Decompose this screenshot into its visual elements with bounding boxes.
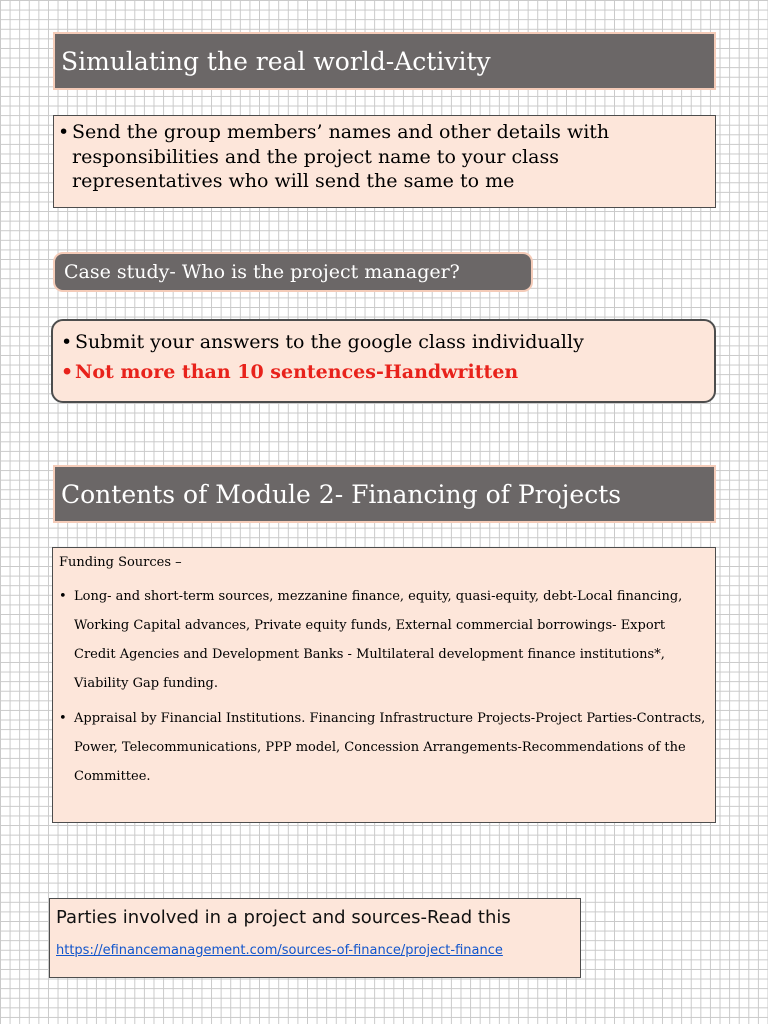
list-item <box>59 582 707 698</box>
activity-title: Simulating the real world-Activity <box>61 46 491 76</box>
reading-box <box>49 898 581 978</box>
submission-instruction-text: Submit your answers to the google class individually <box>75 331 584 353</box>
list-item <box>61 327 706 357</box>
list-item <box>61 357 706 387</box>
appraisal-text: Appraisal by Financial Institutions. Financing Infrastructure Projects-Project Parties-Contracts, Power, Telecommunications, PPP model, Concession Arrangements-Recommendations of the Committee. <box>74 711 706 784</box>
reading-link[interactable]: https://efinancemanagement.com/sources-of-finance/project-finance <box>56 943 503 958</box>
module-contents-title-bar <box>53 465 716 523</box>
module-contents-title: Contents of Module 2- Financing of Projects <box>61 479 622 509</box>
activity-instructions-box <box>53 115 716 208</box>
case-study-instructions-box <box>51 319 716 403</box>
case-study-title-bar <box>53 252 533 292</box>
bullet-icon: • <box>61 331 73 353</box>
bullet-icon: • <box>59 711 67 726</box>
reading-heading: Parties involved in a project and sources-Read this <box>56 907 511 928</box>
bullet-icon: • <box>61 361 74 383</box>
list-item <box>59 704 707 791</box>
funding-sources-heading: Funding Sources – <box>59 555 182 570</box>
activity-title-bar <box>53 32 716 90</box>
case-study-title: Case study- Who is the project manager? <box>64 261 460 283</box>
length-limit-text: Not more than 10 sentences-Handwritten <box>75 361 519 383</box>
bullet-icon: • <box>59 589 67 604</box>
bullet-icon: • <box>58 121 70 143</box>
funding-sources-text: Long- and short-term sources, mezzanine finance, equity, quasi-equity, debt-Local financing, Working Capital advances, Private equity funds, External commercial borrowings- Export Credit Agencies and Development Banks - Multilateral development finance institutions*, Viability Gap funding. <box>74 589 683 691</box>
module-contents-box <box>52 547 716 823</box>
list-item <box>58 120 707 194</box>
activity-instruction-text: Send the group members’ names and other details with responsibilities and the project name to your class representatives who will send the same to me <box>72 121 610 192</box>
